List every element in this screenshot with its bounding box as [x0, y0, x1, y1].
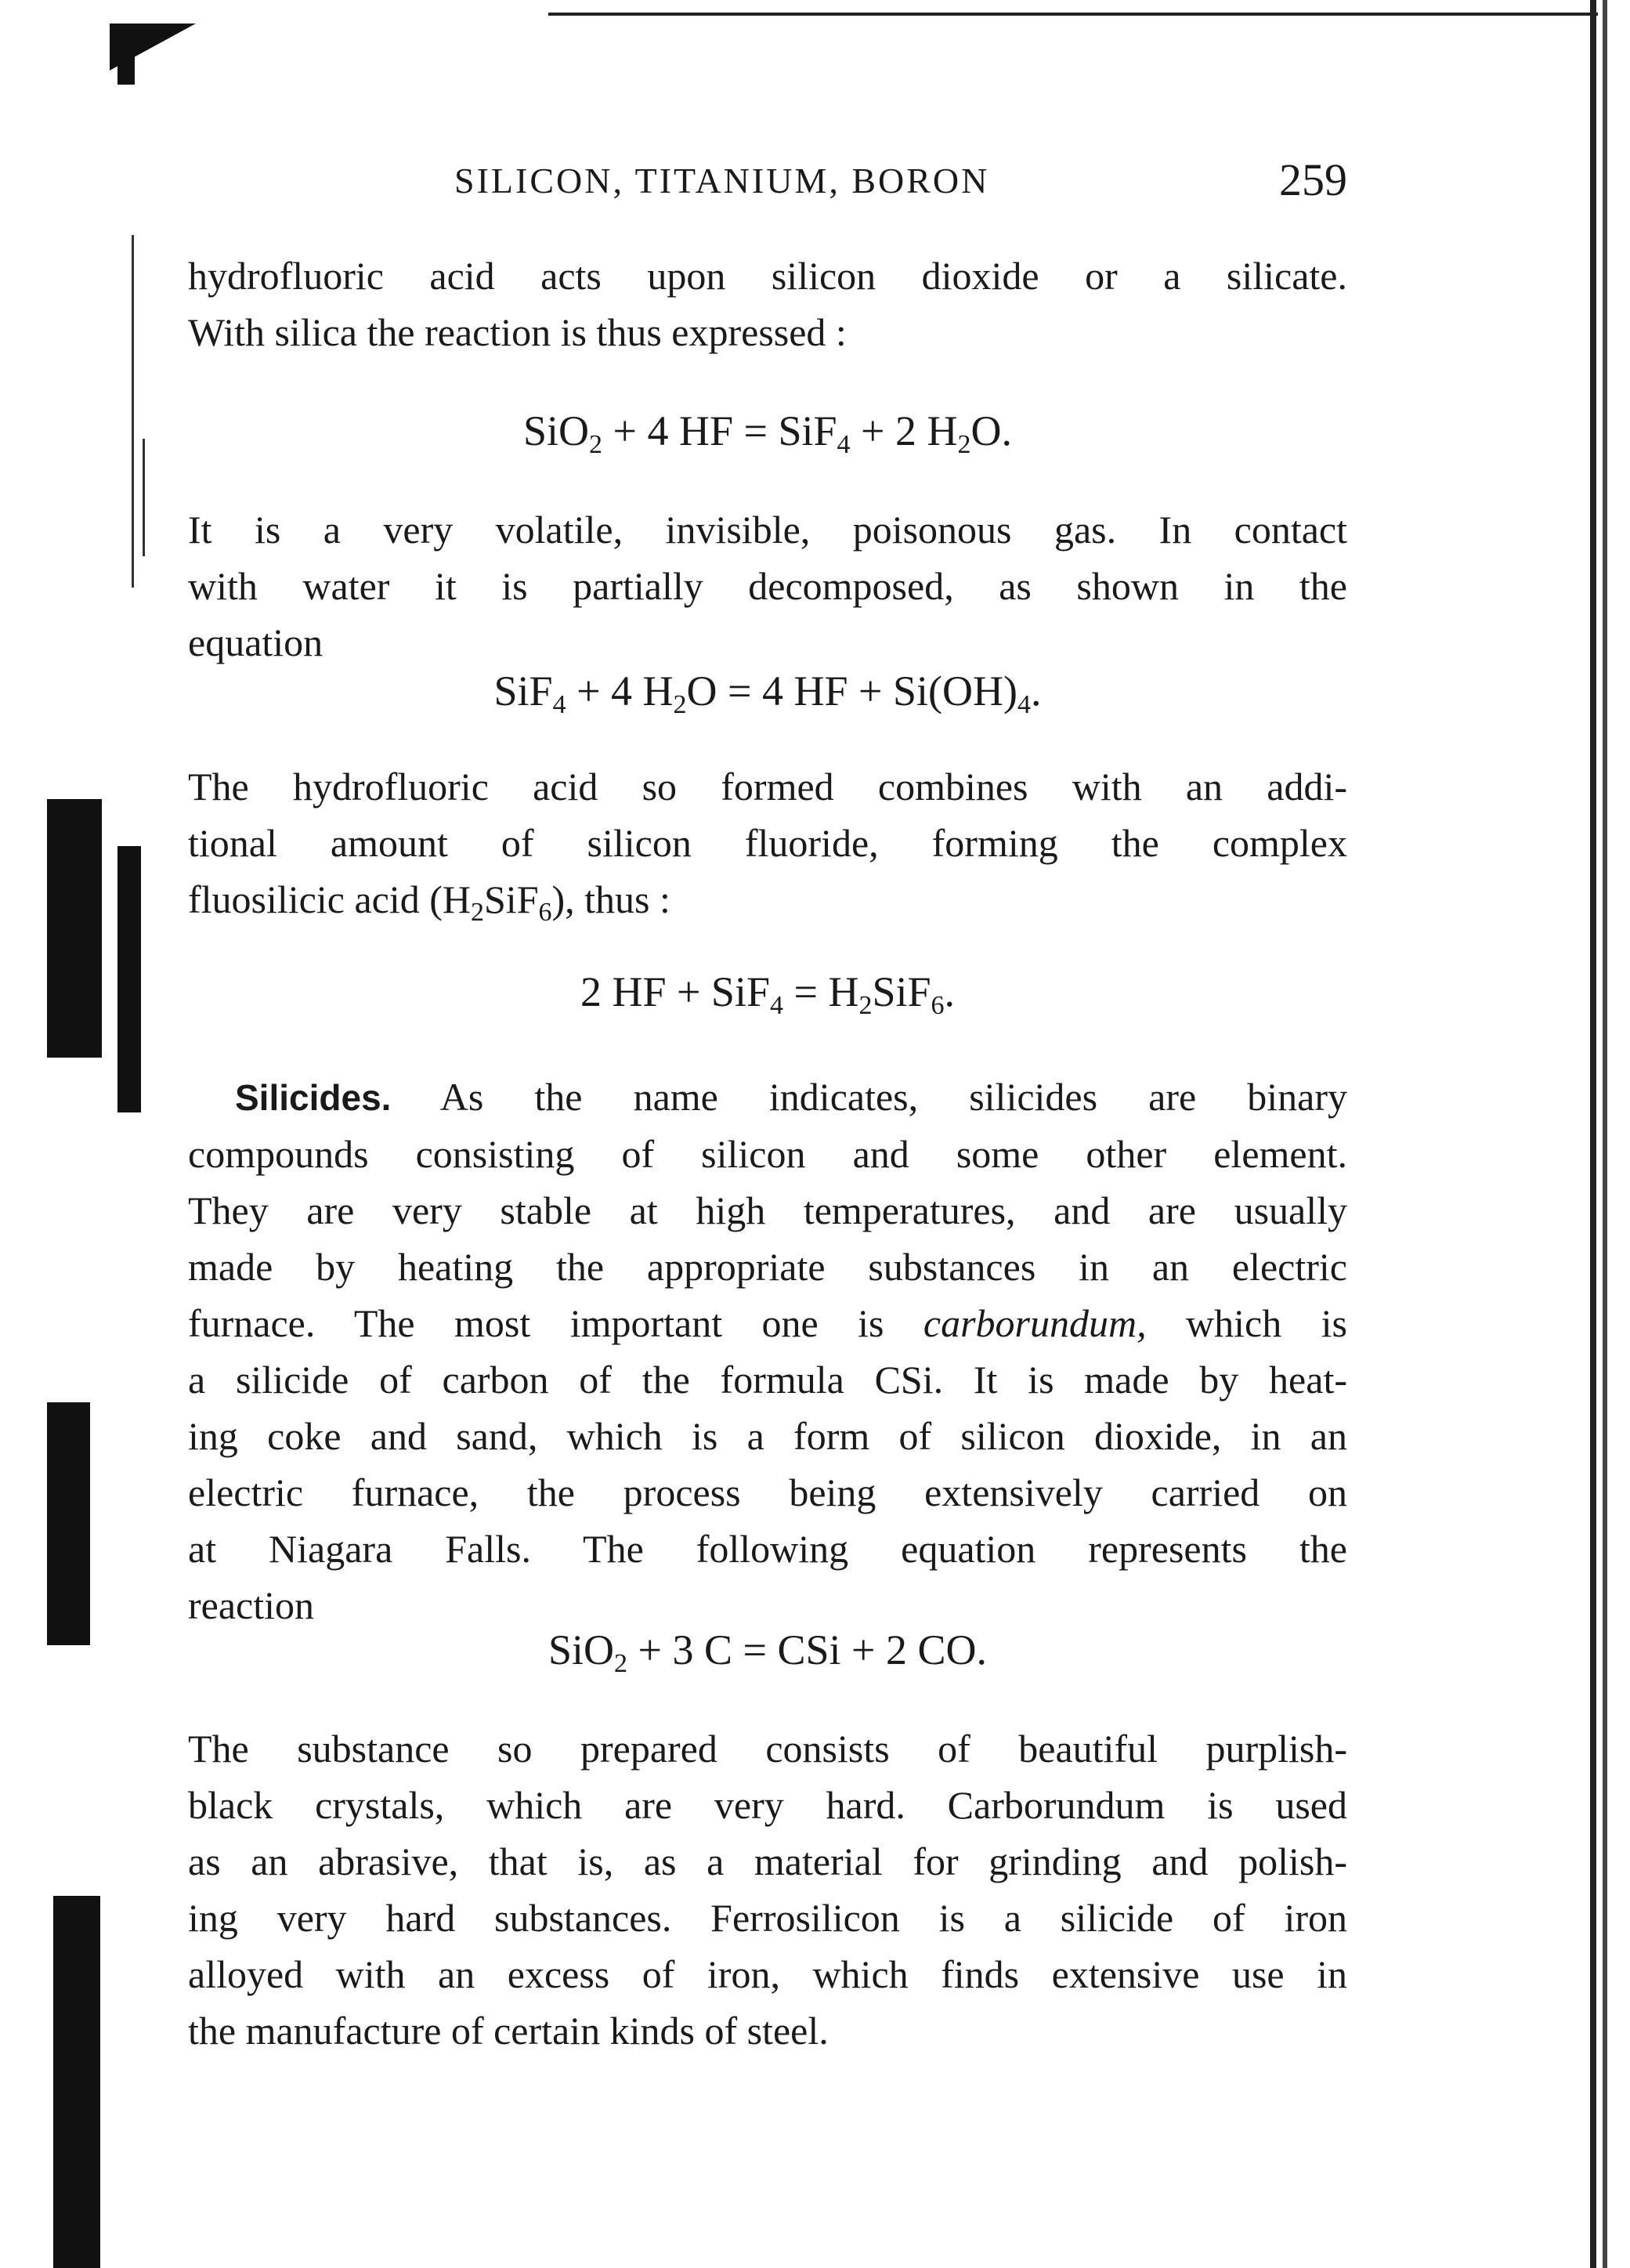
text-line: as an abrasive, that is, as a material for grinding and polish- — [188, 1839, 1347, 1883]
text-line: electric furnace, the process being extensively carried on — [188, 1470, 1347, 1514]
scan-left-bar — [53, 1896, 100, 2268]
text-line: made by heating the appropriate substances in an electric — [188, 1245, 1347, 1289]
text-line: fluosilicic acid $(H_2SiF_6)$, thus : — [188, 877, 670, 927]
scan-left-bar — [47, 1402, 90, 1645]
section-heading: Silicides. — [235, 1077, 392, 1118]
text-line: the manufacture of certain kinds of steel. — [188, 2009, 829, 2053]
emphasized-term: carborundum, — [923, 1301, 1147, 1345]
equation-4: SiO$_2$ + 3 C = CSi + 2 CO. — [548, 1626, 987, 1678]
scan-left-bar — [47, 799, 102, 1058]
text-line: tional amount of silicon fluoride, forming the complex — [188, 821, 1347, 865]
page-header — [188, 154, 1347, 208]
text-line: furnace. The most important one is carborundum, which is — [188, 1301, 1347, 1345]
text-line: equation — [188, 620, 323, 664]
scan-corner-mark — [117, 47, 135, 85]
scan-right-edge — [1590, 0, 1596, 2268]
scan-right-edge — [1603, 0, 1607, 2268]
paragraph-1 — [188, 248, 1347, 360]
equation-1: SiO$_2$ + 4 HF = SiF$_4$ + 2 $H_2O$. — [522, 407, 1012, 459]
paragraph-3 — [188, 758, 1347, 928]
text-line: ing very hard substances. Ferrosilicon is a silicide of iron — [188, 1896, 1347, 1940]
text-line: at Niagara Falls. The following equation represents the — [188, 1527, 1347, 1571]
text-line: The substance so prepared consists of beautiful purplish- — [188, 1727, 1347, 1771]
text-line: with water it is partially decomposed, as shown in the — [188, 564, 1347, 608]
text-line: Silicides. As the name indicates, silicides are binary — [235, 1075, 1347, 1119]
equation-3: 2 HF + $SiF_4 = H_2SiF_6$. — [580, 968, 956, 1020]
page-number: 259 — [1279, 154, 1347, 205]
text-line: The hydrofluoric acid so formed combines with an addi- — [188, 765, 1347, 808]
running-head: SILICON, TITANIUM, BORON — [454, 161, 990, 201]
text-line: reaction — [188, 1583, 315, 1627]
text-line: compounds consisting of silicon and some other element. — [188, 1132, 1347, 1176]
equation-2: SiF$_4$ + 4 $H_2O = 4$ HF + $Si(OH)_4$. — [493, 667, 1042, 719]
text-line: They are very stable at high temperatures, and are usually — [188, 1188, 1347, 1232]
scan-left-line — [143, 439, 145, 556]
paragraph-2 — [188, 501, 1347, 671]
scan-left-line — [132, 235, 134, 588]
text-line: ing coke and sand, which is a form of silicon dioxide, in an — [188, 1414, 1347, 1458]
text-line: a silicide of carbon of the formula CSi. It is made by heat- — [188, 1358, 1347, 1402]
paragraph-4 — [188, 1069, 1347, 1633]
text-line: It is a very volatile, invisible, poisonous gas. In contact — [188, 508, 1347, 552]
text-line: alloyed with an excess of iron, which finds extensive use in — [188, 1952, 1347, 1996]
text-line: With silica the reaction is thus expressed : — [188, 310, 847, 354]
text-line: black crystals, which are very hard. Carborundum is used — [188, 1783, 1347, 1827]
text-line: hydrofluoric acid acts upon silicon dioxide or a silicate. — [188, 254, 1347, 298]
scan-top-rule — [548, 13, 1598, 16]
scan-left-bar — [117, 846, 141, 1112]
paragraph-5 — [188, 1720, 1347, 2059]
